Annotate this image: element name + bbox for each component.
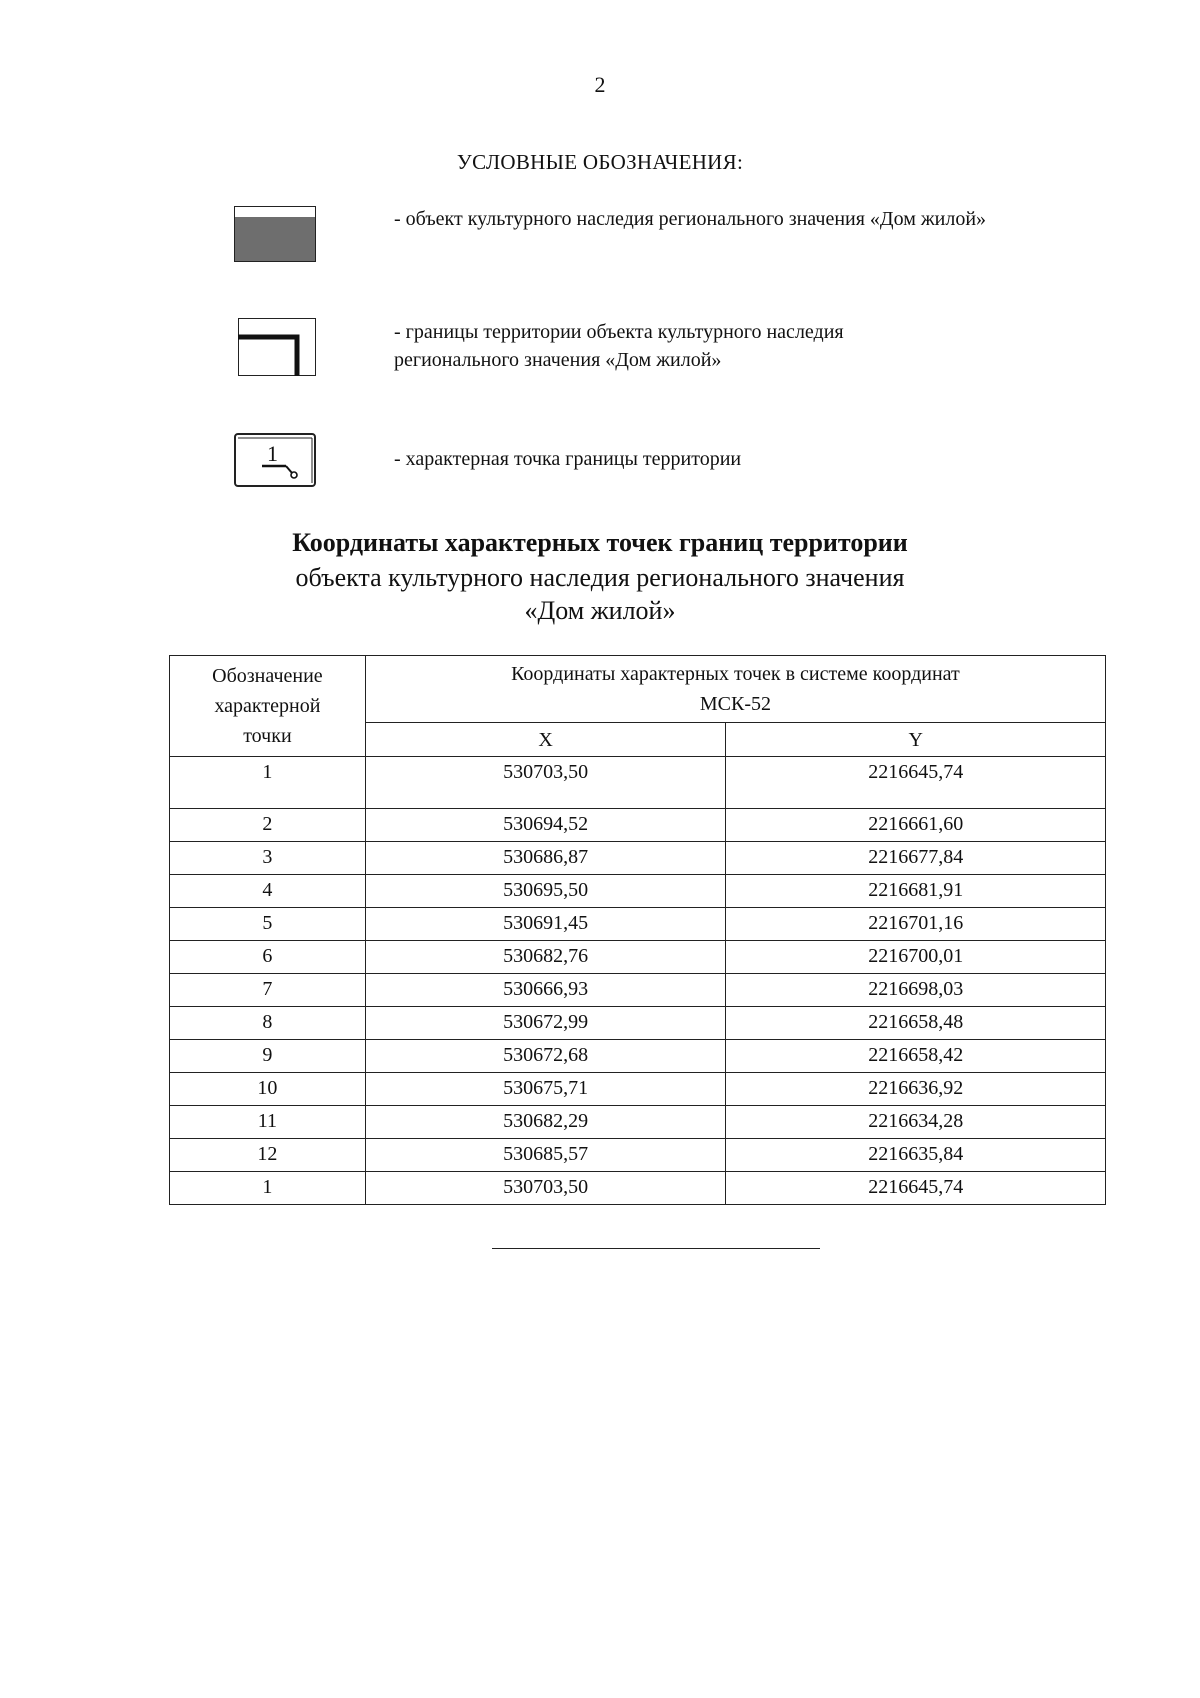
cell-x: 530672,68 — [365, 1040, 726, 1073]
cell-point: 5 — [170, 908, 366, 941]
cell-point: 2 — [170, 809, 366, 842]
cell-y: 2216681,91 — [726, 875, 1106, 908]
table-row — [170, 1007, 1106, 1040]
table-row — [170, 842, 1106, 875]
boundary-point-icon — [234, 433, 316, 487]
point-label: 1 — [267, 441, 278, 466]
cell-point: 3 — [170, 842, 366, 875]
cell-x: 530685,57 — [365, 1139, 726, 1172]
legend-item-text: - объект культурного наследия регионального значения «Дом жилой» — [394, 208, 987, 230]
coordinates-table — [169, 655, 1106, 1205]
filled-rectangle-icon — [234, 206, 316, 262]
header-coordinates: Координаты характерных точек в системе координат МСК-52 — [365, 656, 1105, 723]
cell-point: 8 — [170, 1007, 366, 1040]
table-row — [170, 941, 1106, 974]
cell-x: 530703,50 — [365, 1172, 726, 1205]
cell-point: 12 — [170, 1139, 366, 1172]
cell-point: 4 — [170, 875, 366, 908]
cell-y: 2216701,16 — [726, 908, 1106, 941]
cell-point: 10 — [170, 1073, 366, 1106]
cell-y: 2216658,48 — [726, 1007, 1106, 1040]
page-number: 2 — [594, 72, 606, 97]
closing-line — [492, 1248, 820, 1249]
table-row — [170, 1073, 1106, 1106]
cell-x: 530666,93 — [365, 974, 726, 1007]
cell-y: 2216645,74 — [726, 757, 1106, 809]
cell-y: 2216700,01 — [726, 941, 1106, 974]
cell-y: 2216634,28 — [726, 1106, 1106, 1139]
cell-point: 11 — [170, 1106, 366, 1139]
table-row — [170, 908, 1106, 941]
cell-point: 9 — [170, 1040, 366, 1073]
document-subtitle-name: «Дом жилой» — [524, 596, 676, 625]
header-x: X — [365, 723, 726, 757]
document-title: Координаты характерных точек границ территории — [292, 528, 908, 557]
cell-point: 1 — [170, 757, 366, 809]
legend-item-text: - характерная точка границы территории — [394, 448, 742, 470]
table-row — [170, 875, 1106, 908]
cell-y: 2216636,92 — [726, 1073, 1106, 1106]
cell-x: 530703,50 — [365, 757, 726, 809]
cell-y: 2216698,03 — [726, 974, 1106, 1007]
cell-point: 1 — [170, 1172, 366, 1205]
cell-x: 530675,71 — [365, 1073, 726, 1106]
header-point: Обозначение характерной точки — [170, 656, 366, 757]
cell-x: 530682,76 — [365, 941, 726, 974]
legend-title: УСЛОВНЫЕ ОБОЗНАЧЕНИЯ: — [456, 150, 744, 174]
cell-x: 530695,50 — [365, 875, 726, 908]
table-row — [170, 1139, 1106, 1172]
cell-x: 530694,52 — [365, 809, 726, 842]
table-row — [170, 974, 1106, 1007]
cell-y: 2216635,84 — [726, 1139, 1106, 1172]
cell-y: 2216677,84 — [726, 842, 1106, 875]
table-row — [170, 757, 1106, 809]
table-row — [170, 1172, 1106, 1205]
cell-x: 530691,45 — [365, 908, 726, 941]
table-row — [170, 1106, 1106, 1139]
cell-y: 2216645,74 — [726, 1172, 1106, 1205]
table-row — [170, 1040, 1106, 1073]
cell-point: 7 — [170, 974, 366, 1007]
cell-y: 2216661,60 — [726, 809, 1106, 842]
cell-x: 530672,99 — [365, 1007, 726, 1040]
legend-item-text: - границы территории объекта культурного наследия регионального значения «Дом жилой» — [394, 321, 844, 371]
cell-y: 2216658,42 — [726, 1040, 1106, 1073]
header-y: Y — [726, 723, 1106, 757]
table-row — [170, 809, 1106, 842]
document-subtitle: объекта культурного наследия регионального значения — [295, 563, 905, 592]
cell-x: 530686,87 — [365, 842, 726, 875]
cell-point: 6 — [170, 941, 366, 974]
cell-x: 530682,29 — [365, 1106, 726, 1139]
boundary-line-icon — [238, 318, 316, 376]
